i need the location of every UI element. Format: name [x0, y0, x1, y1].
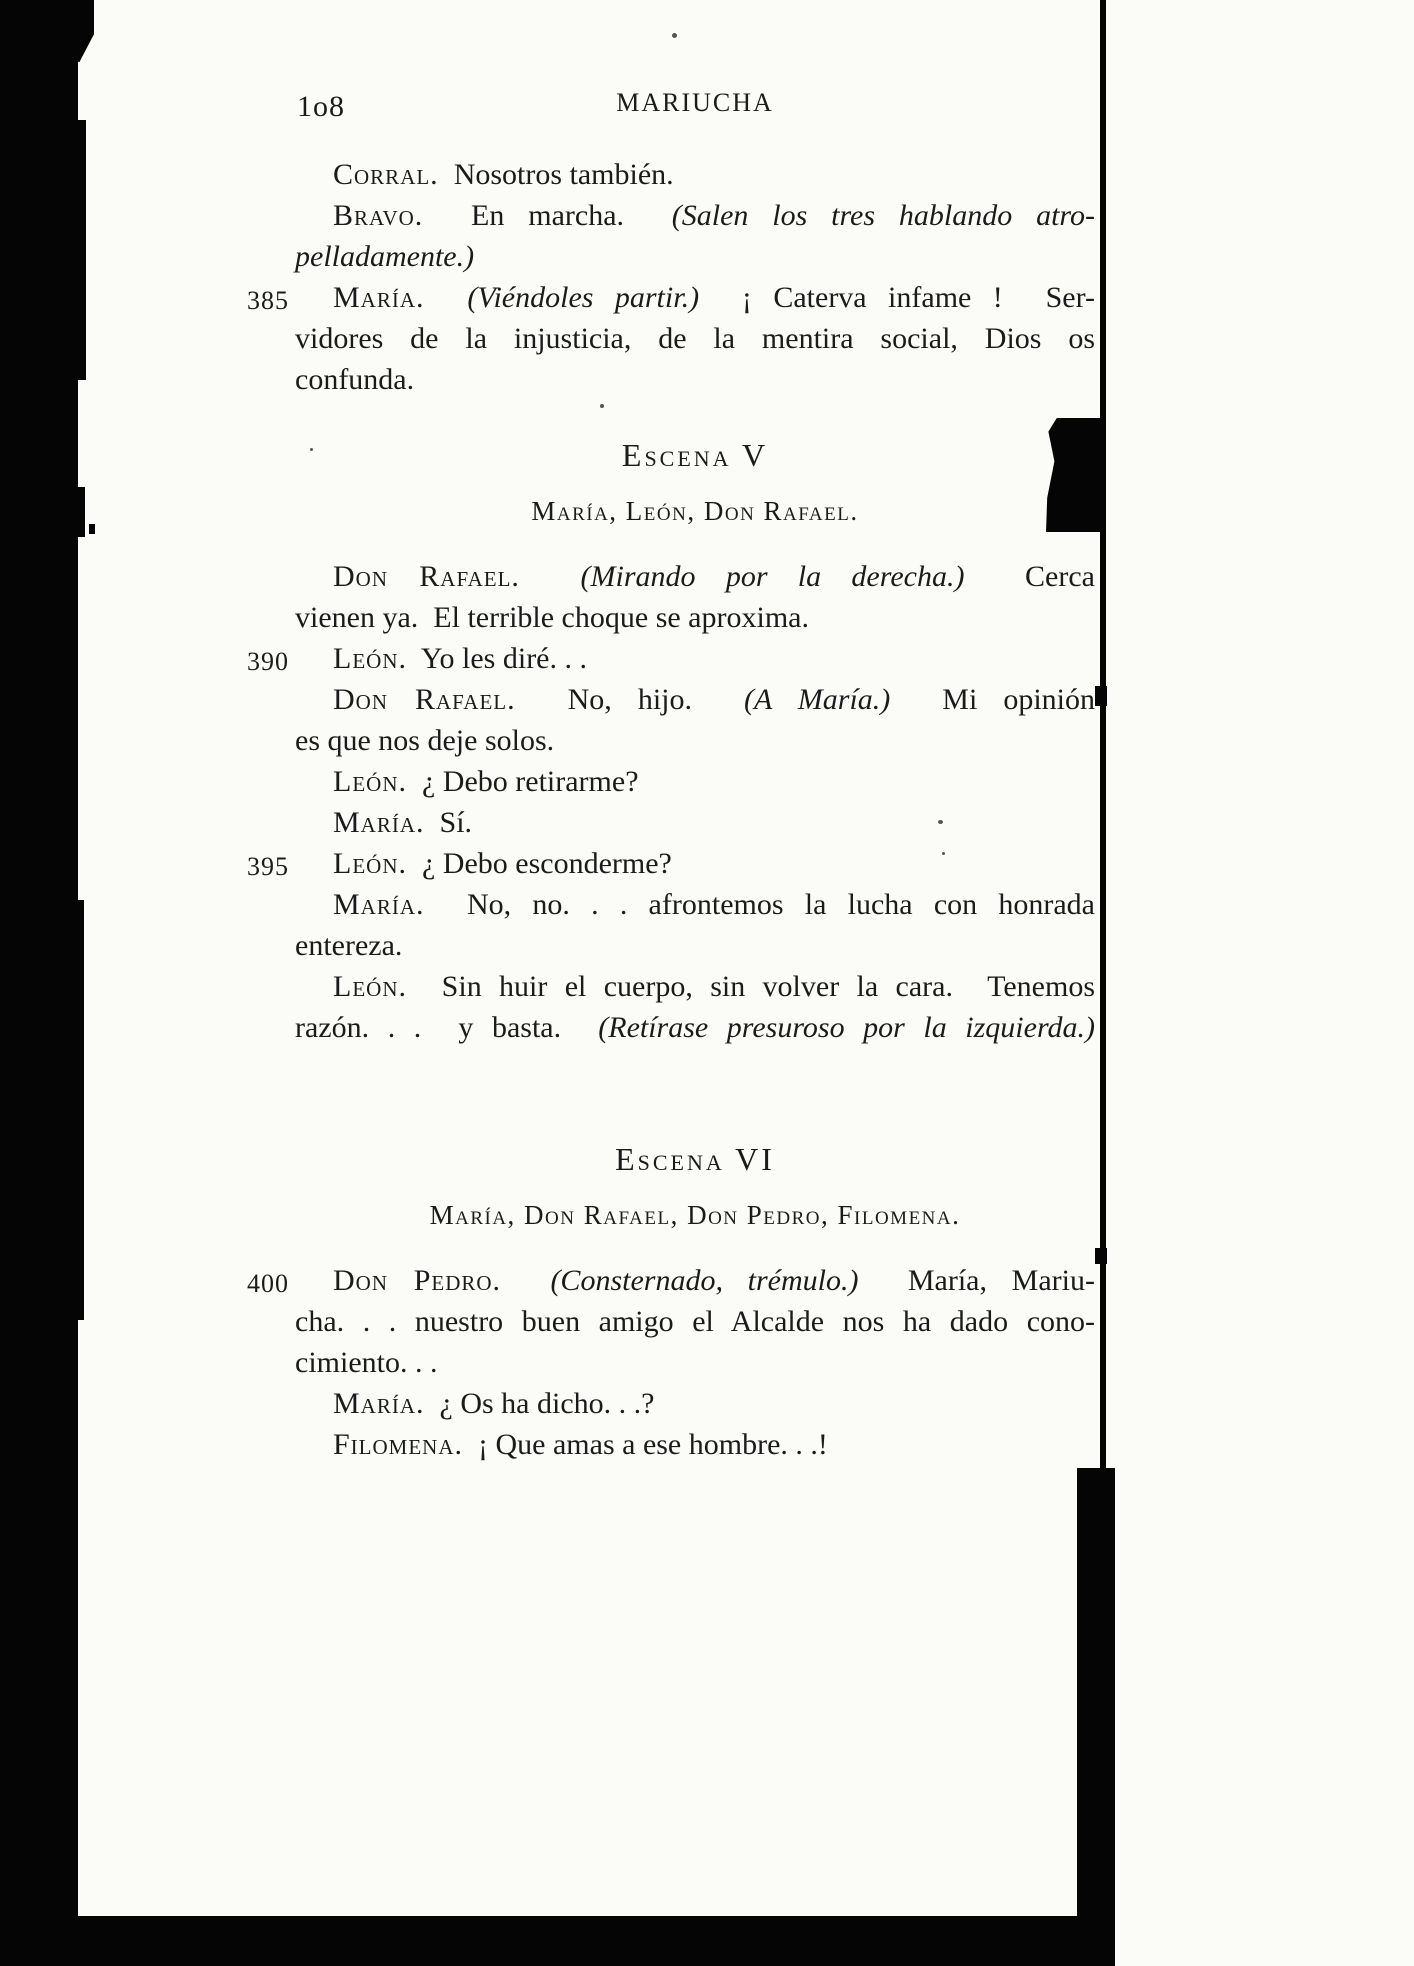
scene-heading: Escena V: [621, 437, 769, 473]
speaker-name: María.: [333, 281, 425, 314]
speaker-name: Don Rafael.: [333, 560, 520, 593]
text-line: [295, 925, 1095, 966]
speaker-name: Corral.: [333, 158, 439, 191]
verse-line-number: 395: [247, 852, 289, 881]
text-line: [295, 720, 1095, 761]
scan-left-bar: [0, 0, 78, 1966]
dialogue-text: Sin huir el cuerpo, sin volver la cara. Tenemos: [406, 970, 1095, 1003]
scan-margin-mark-dot: [89, 524, 95, 534]
speaker-name: Don Rafael.: [333, 683, 516, 716]
dialogue-text: Cerca: [964, 560, 1095, 593]
dialogue-text: ¿ Os ha dicho. . .?: [424, 1387, 655, 1420]
speaker-name: Bravo.: [333, 199, 424, 232]
stage-direction: pelladamente.): [295, 240, 475, 273]
text-line: [295, 318, 1095, 359]
scan-right-line-thickening: [1095, 1248, 1107, 1264]
dialogue-text: razón. . . y basta.: [295, 1011, 599, 1044]
text-line: [295, 556, 1095, 597]
dialogue-text: Sí.: [424, 806, 473, 839]
text-line: [295, 597, 1095, 638]
dialogue-text: ¿ Debo retirarme?: [406, 765, 639, 798]
page-number: 1o8: [297, 90, 345, 123]
text-line: [295, 154, 1095, 195]
stage-direction: (Salen los tres hablando atro-: [671, 199, 1095, 232]
dialogue-text: Nosotros también.: [438, 158, 674, 191]
speaker-name: María.: [333, 806, 425, 839]
page-header: [295, 88, 1095, 128]
speaker-name: María.: [333, 1387, 425, 1420]
dialogue-text: ¡ Que amas a ese hombre. . .!: [463, 1428, 828, 1461]
speaker-name: León.: [333, 642, 407, 675]
verse-line-number: 385: [247, 286, 289, 315]
text-block: [247, 88, 1096, 1465]
text-lines: [247, 154, 1096, 1465]
dialogue-text: vienen ya. El terrible choque se aproxima.: [295, 601, 809, 634]
text-line: [295, 1301, 1095, 1342]
scan-margin-mark: [70, 487, 85, 537]
dialogue-text: No, no. . . afrontemos la lucha con honrada: [424, 888, 1095, 921]
dialogue-text: María, Mariu-: [858, 1264, 1095, 1297]
speaker-name: María.: [333, 888, 425, 921]
stage-direction: (Consternado, trémulo.): [501, 1264, 859, 1297]
text-line: [295, 195, 1095, 236]
dialogue-text: vidores de la injusticia, de la mentira social, Dios os: [295, 322, 1095, 355]
speaker-name: Don Pedro.: [333, 1264, 502, 1297]
speaker-name: León.: [333, 765, 407, 798]
dialogue-text: es que nos deje solos.: [295, 724, 555, 757]
dialogue-text: ¡ Caterva infame ! Ser-: [699, 281, 1096, 314]
scan-right-line-thickening: [1095, 686, 1107, 706]
scan-left-bar-edge: [78, 120, 86, 380]
text-line: [295, 1424, 1095, 1465]
speaker-name: Filomena.: [333, 1428, 464, 1461]
dialogue-text: cha. . . nuestro buen amigo el Alcalde nos ha dado cono-: [295, 1305, 1095, 1338]
speaker-name: León.: [333, 847, 407, 880]
verse-line-number: 390: [247, 647, 289, 676]
stage-direction: (Mirando por la derecha.): [519, 560, 965, 593]
text-line: [247, 638, 1095, 679]
running-title: MARIUCHA: [616, 88, 774, 117]
text-line: [295, 802, 1095, 843]
scene-character-list: María, Don Rafael, Don Pedro, Filomena.: [429, 1200, 961, 1230]
dialogue-text: entereza.: [295, 929, 403, 962]
text-line: [295, 1007, 1095, 1048]
text-line: [295, 761, 1095, 802]
scene-character-list: María, León, Don Rafael.: [531, 496, 859, 526]
scan-bottom-band: [78, 1916, 1110, 1966]
dialogue-text: Mi opinión: [890, 683, 1095, 716]
text-line: [295, 1342, 1095, 1383]
scene-heading: Escena VI: [615, 1141, 775, 1177]
scan-speck: [672, 33, 677, 38]
dialogue-text: cimiento. . .: [295, 1346, 438, 1379]
scan-left-bar-edge: [78, 900, 84, 1320]
text-line: [247, 277, 1096, 318]
text-line: [247, 1260, 1095, 1301]
text-line: [295, 679, 1095, 720]
text-line: [295, 359, 1095, 400]
text-line: [295, 1383, 1095, 1424]
dialogue-text: Yo les diré. . .: [406, 642, 587, 675]
stage-direction: (A María.): [744, 683, 891, 716]
stage-direction: (Viéndoles partir.): [424, 281, 700, 314]
stage-direction: (Retírase presuroso por la izquierda.): [598, 1011, 1095, 1044]
verse-line-number: 400: [247, 1269, 289, 1298]
scan-right-bottom-bar: [1077, 1468, 1115, 1966]
dialogue-text: confunda.: [295, 363, 415, 396]
text-line: [295, 966, 1095, 1007]
text-line: [295, 236, 1095, 277]
text-line: [295, 884, 1095, 925]
text-line: [247, 843, 1095, 884]
speaker-name: León.: [333, 970, 407, 1003]
dialogue-text: En marcha.: [423, 199, 672, 232]
dialogue-text: ¿ Debo esconderme?: [406, 847, 672, 880]
dialogue-text: No, hijo.: [515, 683, 744, 716]
